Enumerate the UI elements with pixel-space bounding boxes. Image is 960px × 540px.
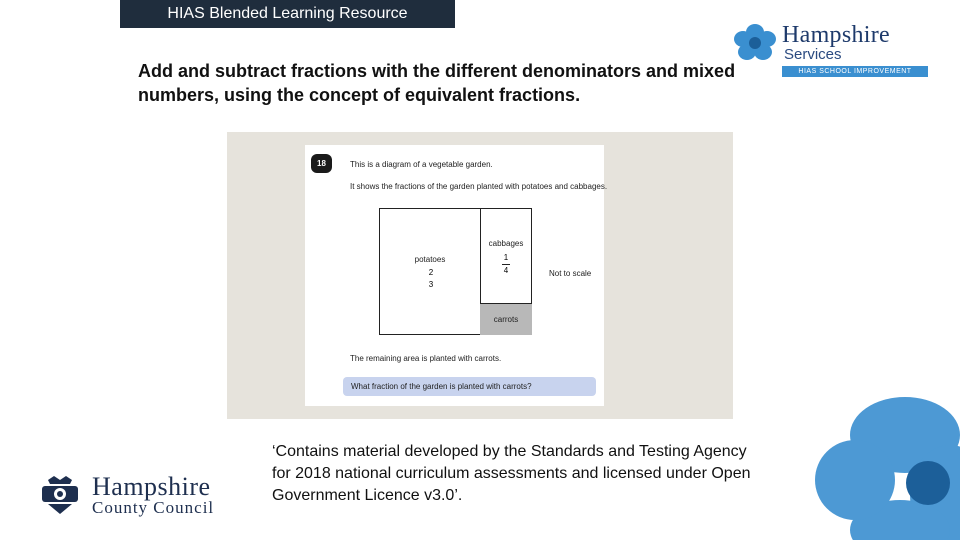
hias-logo-bar: HIAS SCHOOL IMPROVEMENT <box>782 66 928 77</box>
lesson-objective-heading: Add and subtract fractions with the different denominators and mixed numbers, using the concept of equivalent fractions. <box>138 61 736 105</box>
exam-question-image <box>227 132 733 419</box>
cabbages-label: cabbages <box>488 239 524 248</box>
question-intro-text: This is a diagram of a vegetable garden. <box>350 160 493 169</box>
garden-diagram <box>379 208 532 335</box>
potatoes-numerator: 2 <box>428 268 434 277</box>
question-prompt-bar: What fraction of the garden is planted with carrots? <box>343 377 596 396</box>
not-to-scale-note: Not to scale <box>549 269 592 278</box>
decorative-flower-icon <box>810 395 960 540</box>
resource-banner <box>120 0 455 28</box>
licence-credit-text: ‘Contains material developed by the Standards and Testing Agency for 2018 national curriculum assessments and licensed under Open Government Licence v3.0’. <box>272 443 751 504</box>
blue-flower-icon <box>730 22 780 62</box>
hcc-logo-subtitle: County Council <box>92 498 215 517</box>
county-crest-icon <box>40 474 80 516</box>
cabbages-denominator: 4 <box>503 266 509 275</box>
hias-logo-subtitle: Services <box>784 46 842 63</box>
cabbages-numerator: 1 <box>503 253 509 262</box>
cabbages-fraction-bar <box>502 264 510 265</box>
hias-logo-title: Hampshire <box>782 22 891 48</box>
question-number-badge: 18 <box>311 154 332 173</box>
carrots-label: carrots <box>493 315 519 324</box>
hias-logo <box>730 20 930 82</box>
potatoes-label: potatoes <box>414 255 446 264</box>
hampshire-county-council-logo <box>40 472 250 520</box>
potatoes-denominator: 3 <box>428 280 434 289</box>
remaining-area-text: The remaining area is planted with carrots. <box>350 354 502 363</box>
banner-text: HIAS Blended Learning Resource <box>167 5 408 22</box>
hcc-logo-title: Hampshire <box>92 472 211 501</box>
exam-question-card <box>305 145 608 406</box>
question-description-text: It shows the fractions of the garden planted with potatoes and cabbages. <box>350 182 608 191</box>
